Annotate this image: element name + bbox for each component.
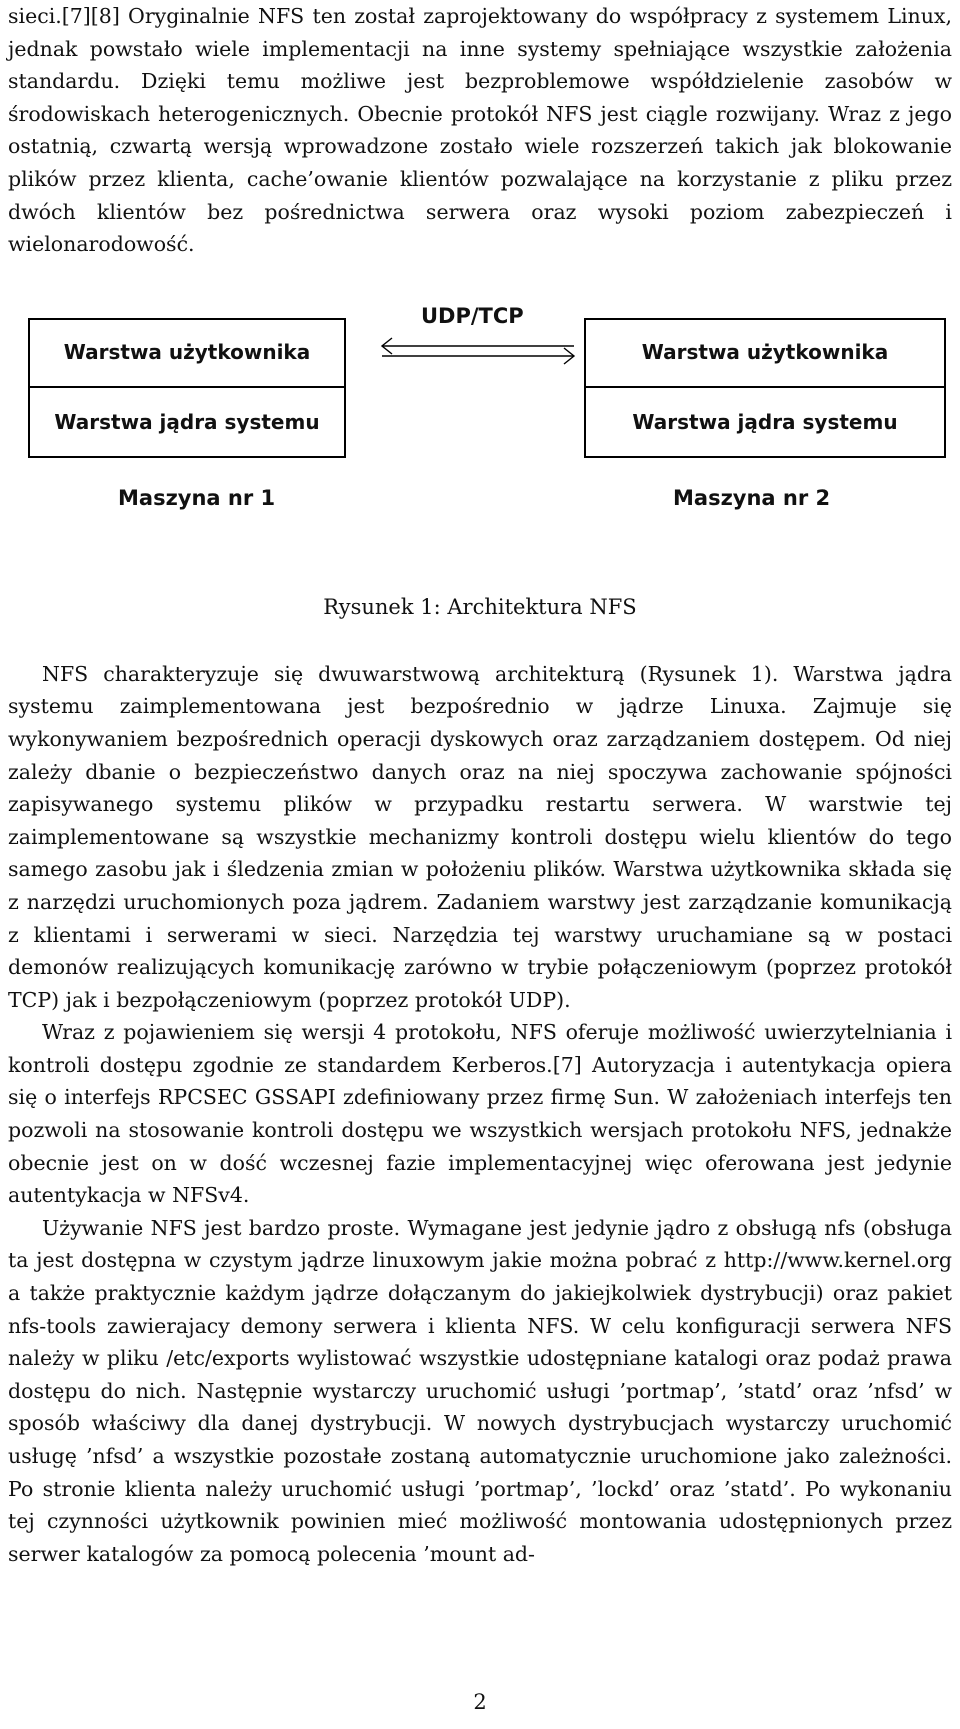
paragraph-usage: Używanie NFS jest bardzo proste. Wymagane jest jedynie jądro z obsługą nfs (obsługa ta jest dostępna w czystym jądrze linuxowym jakie można pobrać z http://www.kernel.org a także praktycznie każdym jądrze dołączanym do jakiejkolwiek dystrybucji) oraz pakiet nfs-tools zawierajacy demony serwera i klienta NFS. W celu konfiguracji serwera NFS należy w pliku /etc/exports wylistować wszystkie udostępniane katalogi oraz podaż prawa dostępu do nich. Następnie wystarczy uruchomić usługi ’portmap’, ’statd’ oraz ’nfsd’ w sposób właściwy dla danej dystrybucji. W nowych dystrybucjach wystarczy uruchomić usługę ’nfsd’ a wszystkie pozostałe zostaną automatycznie uruchomione jako zależności. Po stronie klienta należy uruchomić usługi ’portmap’, ’lockd’ oraz ’statd’. Po wykonaniu tej czynności użytkownik powinien mieć możliwość montowania udostępnionych przez serwer katalogów za pomocą polecenia ’mount ad- [8, 1215, 952, 1566]
protocol-label: UDP/TCP [421, 303, 524, 328]
machine-1-label: Maszyna nr 1 [118, 485, 276, 510]
machine-2-kernel-layer: Warstwa jądra systemu [632, 409, 898, 434]
machine-1-kernel-layer: Warstwa jądra systemu [54, 409, 320, 434]
machine-1-box [28, 318, 346, 458]
paragraph-architecture: NFS charakteryzuje się dwuwarstwową architekturą (Rysunek 1). Warstwa jądra systemu zaimplementowana jest bezpośrednio w jądrze Linuxa. Zajmuje się wykonywaniem bezpośrednich operacji dyskowych oraz zarządzaniem dostępem. Od niej zależy dbanie o bezpieczeństwo danych oraz na niej spoczywa zachowanie spójności zapisywanego systemu plików w przypadku restartu serwera. W warstwie tej zaimplementowane są wszystkie mechanizmy kontroli dostępu wielu klientów do tego samego zasobu jak i śledzenia zmian w położeniu plików. Warstwa użytkownika składa się z narzędzi uruchomionych poza jądrem. Zadaniem warstwy jest zarządzanie komunikacją z klientami i serwerami w sieci. Narzędzia tej warstwy uruchamiane są w postaci demonów realizujących komunikację zarówno w trybie połączeniowym (poprzez protokół TCP) jak i bezpołączeniowym (poprzez protokół UDP). [8, 661, 952, 1012]
bidirectional-arrow-icon [378, 334, 578, 374]
machine-1-divider [30, 386, 344, 388]
figure-caption: Rysunek 1: Architektura NFS [323, 594, 637, 619]
machine-2-user-layer: Warstwa użytkownika [641, 339, 889, 364]
paragraph-intro: sieci.[7][8] Oryginalnie NFS ten został zaprojektowany do współpracy z systemem Linux, jednak powstało wiele implementacji na inne systemy spełniające wszystkie założenia standardu. Dzięki temu możliwe jest bezproblemowe współdzielenie zasobów w środowiskach heterogenicznych. Obecnie protokół NFS jest ciągle rozwijany. Wraz z jego ostatnią, czwartą wersją wprowadzone zostało wiele rozszerzeń takich jak blokowanie plików przez klienta, cache’owanie klientów pozwalające na korzystanie z pliku przez dwóch klientów bez pośrednictwa serwera oraz wysoki poziom zabezpieczeń i wielonarodowość. [8, 4, 952, 257]
figure-nfs-architecture [8, 303, 952, 578]
machine-2-label: Maszyna nr 2 [673, 485, 831, 510]
paragraph-kerberos: Wraz z pojawieniem się wersji 4 protokołu, NFS oferuje możliwość uwierzytelniania i kontroli dostępu zgodnie ze standardem Kerberos.[7] Autoryzacja i autentykacja opiera się o interfejs RPCSEC GSSAPI zdefiniowany przez firmę Sun. W założeniach interfejs ten pozwoli na stosowanie kontroli dostępu we wszystkich wersjach protokołu NFS, jednakże obecnie jest on w dość wczesnej fazie implementacyjnej więc oferowana jest jedynie autentykacja w NFSv4. [8, 1020, 952, 1208]
document-page [8, 0, 952, 1570]
page-number: 2 [473, 1690, 487, 1714]
machine-2-divider [586, 386, 944, 388]
machine-2-box [584, 318, 946, 458]
machine-1-user-layer: Warstwa użytkownika [63, 339, 311, 364]
